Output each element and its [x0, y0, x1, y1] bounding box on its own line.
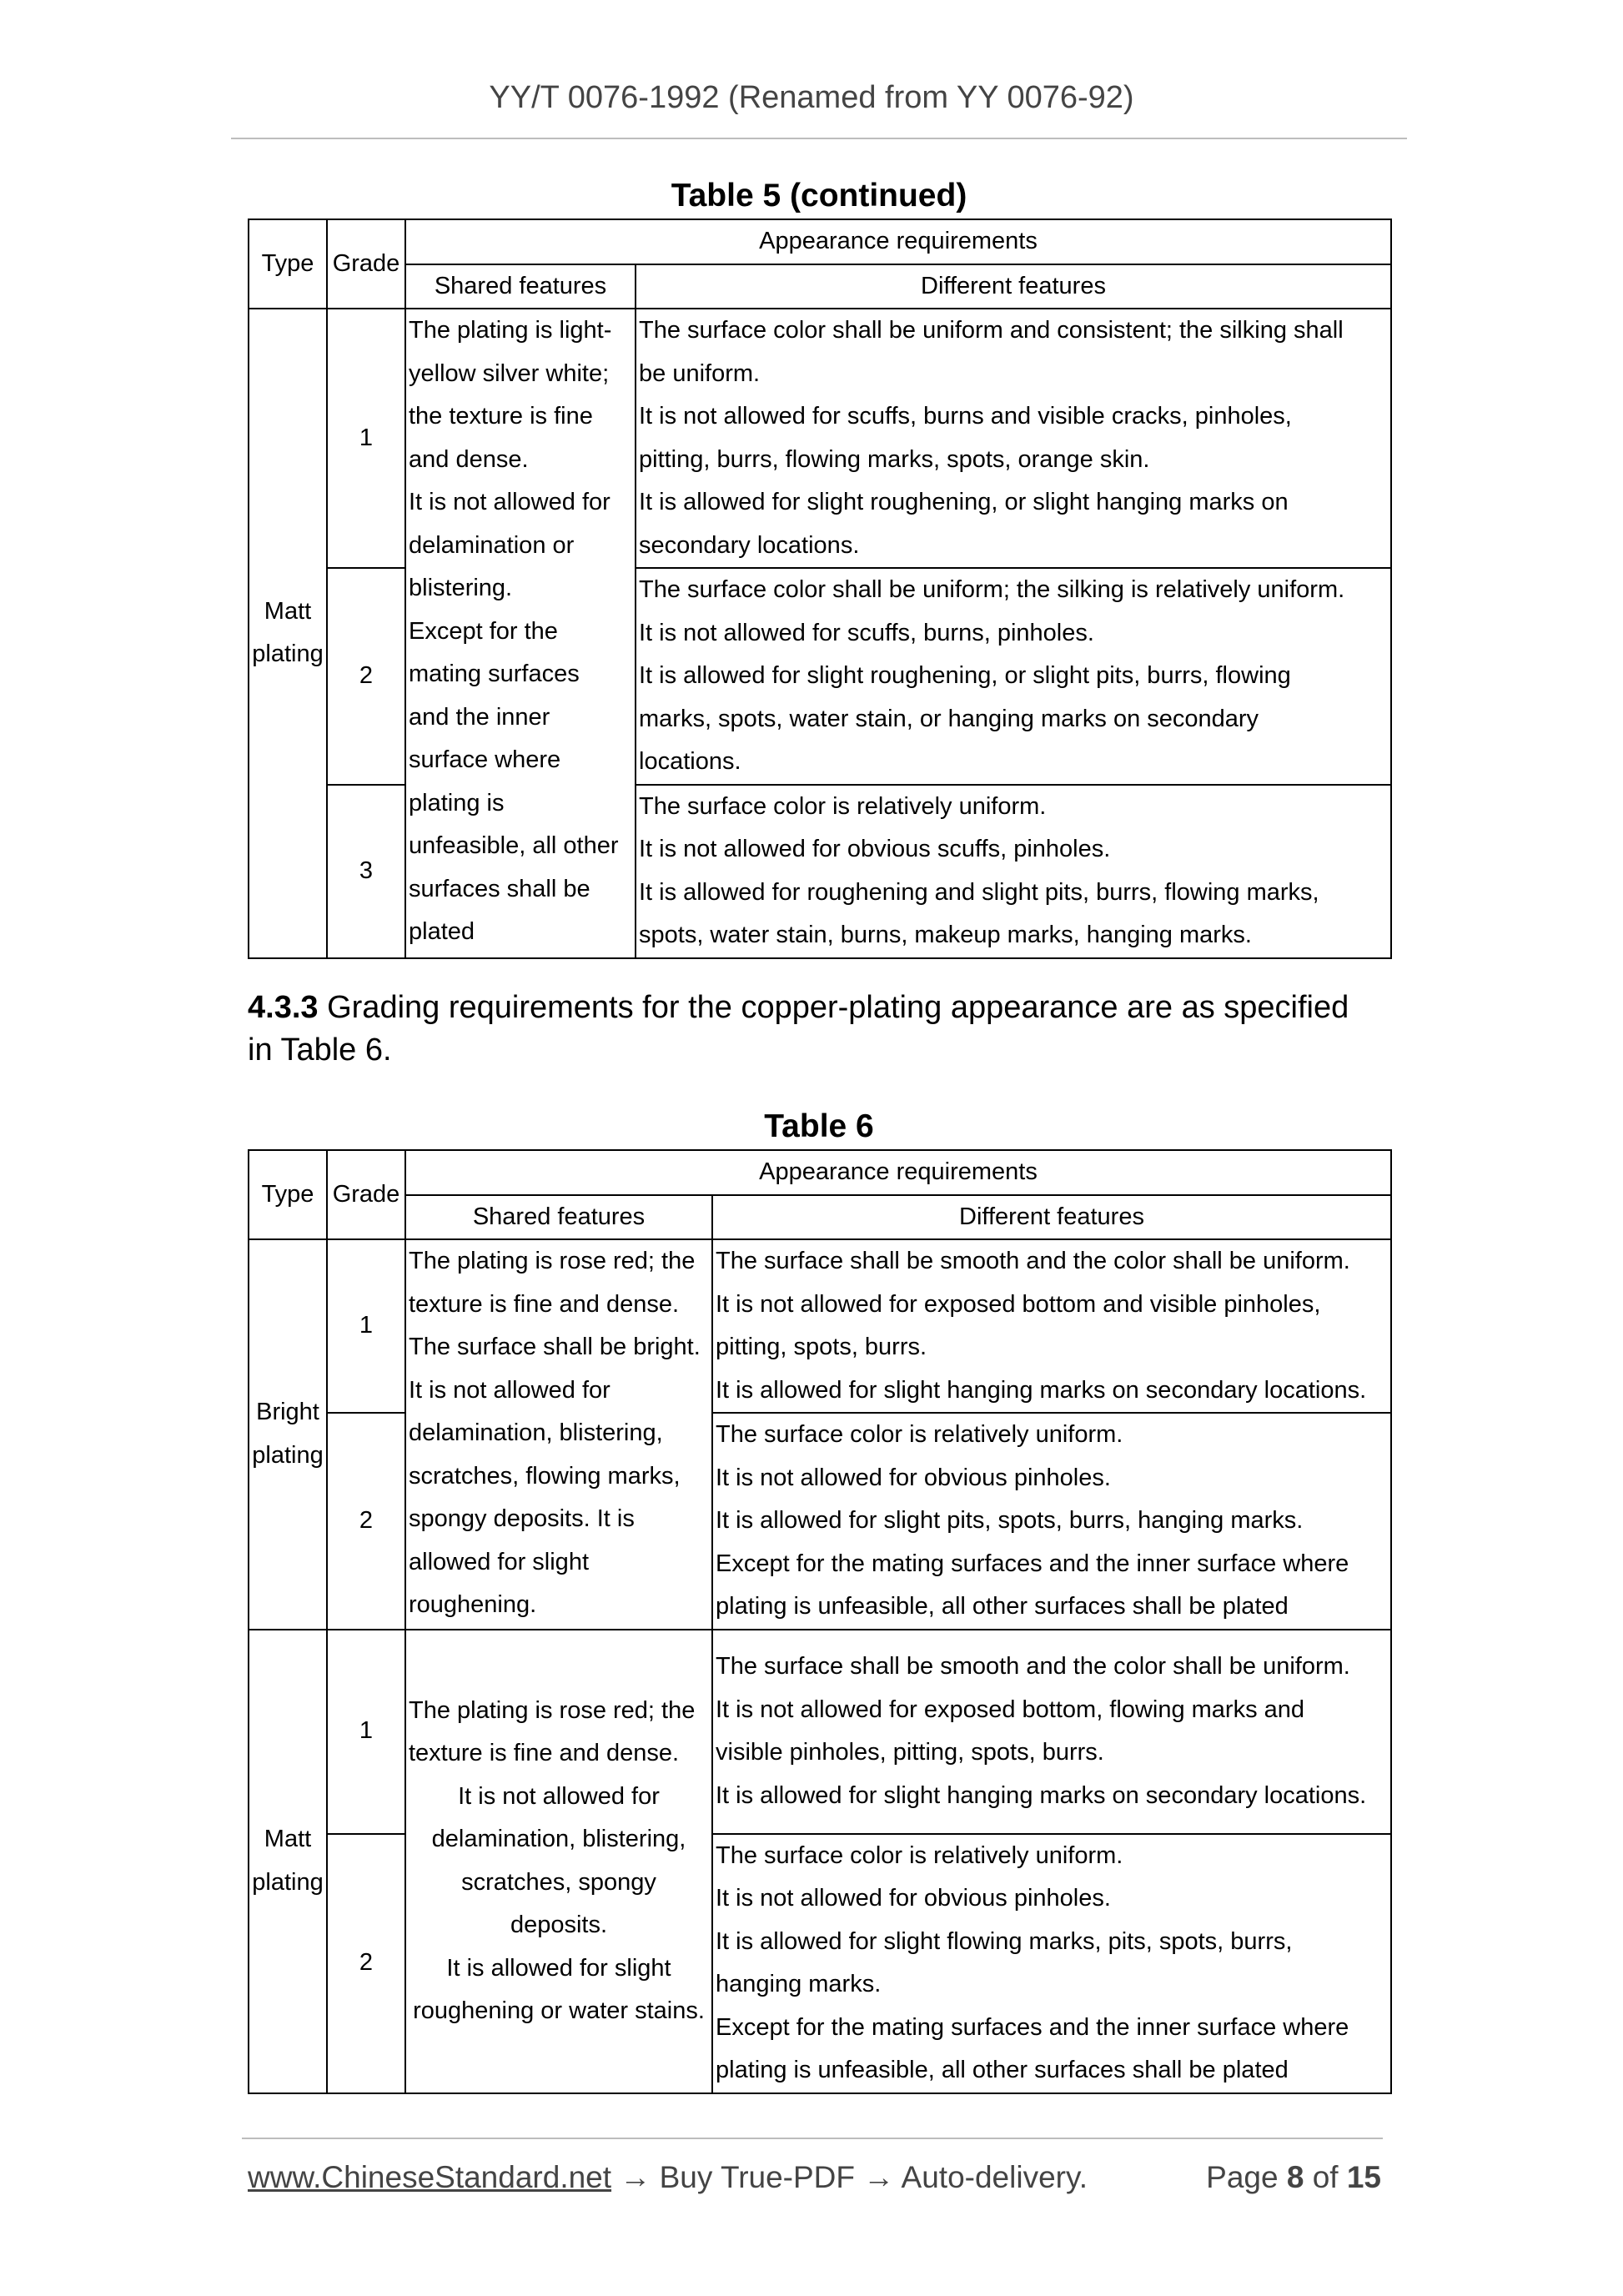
- table5-shared-line: blistering.: [409, 575, 513, 601]
- website-link[interactable]: www.ChineseStandard.net: [248, 2160, 612, 2194]
- table5-diff-line: secondary locations.: [639, 531, 860, 559]
- table6-shared-line: roughening or water stains.: [413, 1997, 705, 2024]
- table5-header-type: Type: [249, 219, 327, 309]
- table6-shared-line: roughening.: [409, 1591, 537, 1618]
- table6-matt-shared-cell: [405, 1630, 712, 2093]
- table6-caption: Table 6: [764, 1108, 874, 1144]
- table6-header-type: Type: [249, 1150, 327, 1239]
- table5-header-appearance: Appearance requirements: [405, 219, 1391, 264]
- table5-header-different: Different features: [636, 264, 1391, 309]
- table6-diff-line: pitting, spots, burrs.: [716, 1334, 927, 1360]
- table5-diff-line: spots, water stain, burns, makeup marks, hanging marks.: [639, 922, 1252, 948]
- table5-grade: 3: [327, 785, 405, 958]
- paragraph-line: Grading requirements for the copper-plating appearance are as specified: [327, 990, 1349, 1025]
- table6-shared-line: deposits.: [510, 1912, 608, 1938]
- table6-shared-line: The surface shall be bright.: [409, 1334, 701, 1360]
- table6-shared-line: scratches, flowing marks,: [409, 1462, 681, 1490]
- table6-header-appearance: Appearance requirements: [405, 1150, 1391, 1195]
- table5-different-cell: [636, 309, 1391, 568]
- table6-shared-line: spongy deposits. It is: [409, 1505, 635, 1532]
- table5-diff-line: marks, spots, water stain, or hanging marks on secondary: [639, 705, 1259, 732]
- table6-diff-line: plating is unfeasible, all other surfaces shall be plated: [716, 1593, 1289, 1620]
- table6-shared-line: allowed for slight: [409, 1548, 589, 1575]
- table6-grade: 2: [327, 1413, 405, 1630]
- table6-different-cell: [712, 1834, 1391, 2093]
- table6-shared-line: The plating is rose red; the: [409, 1696, 696, 1724]
- table5-diff-line: pitting, burrs, flowing marks, spots, orange skin.: [639, 445, 1150, 473]
- table5-shared-line: plating is: [409, 789, 505, 816]
- table5-caption: Table 5 (continued): [671, 178, 967, 214]
- table6-diff-line: The surface color is relatively uniform.: [716, 1841, 1123, 1869]
- page-number: [1206, 2160, 1381, 2195]
- table5-diff-line: be uniform.: [639, 359, 761, 387]
- table5-diff-line: The surface color is relatively uniform.: [639, 792, 1047, 820]
- table5-diff-line: The surface color shall be uniform and consistent; the silking shall: [639, 317, 1344, 344]
- table6-type-bright: [249, 1239, 327, 1630]
- current-page: 8: [1286, 2160, 1304, 2194]
- of-label: of: [1312, 2160, 1339, 2194]
- table6-grade: 1: [327, 1630, 405, 1834]
- table5-diff-line: It is allowed for slight roughening, or slight hanging marks on: [639, 489, 1289, 515]
- table6-shared-line: The plating is rose red; the: [409, 1248, 696, 1274]
- table6-diff-line: It is allowed for slight pits, spots, burrs, hanging marks.: [716, 1507, 1304, 1534]
- table6-shared-line: texture is fine and dense.: [409, 1290, 680, 1318]
- table5-shared-line: the texture is fine: [409, 403, 593, 430]
- table6-diff-line: The surface color is relatively uniform.: [716, 1421, 1123, 1448]
- table6-header-grade: Grade: [327, 1150, 405, 1239]
- footer-divider: [242, 2138, 1383, 2139]
- buy-pdf-text: Buy True-PDF: [659, 2160, 856, 2194]
- table6-different-cell: [712, 1630, 1391, 1834]
- table6-diff-line: Except for the mating surfaces and the inner surface where: [716, 1550, 1349, 1577]
- table5-shared-line: unfeasible, all other: [409, 832, 619, 859]
- table5-grade: 1: [327, 309, 405, 568]
- table6-type-matt: [249, 1630, 327, 2093]
- table6-diff-line: hanging marks.: [716, 1971, 882, 1997]
- table6-diff-line: It is not allowed for obvious pinholes.: [716, 1885, 1111, 1912]
- table5-different-cell: [636, 785, 1391, 958]
- table5-diff-line: The surface color shall be uniform; the silking is relatively uniform.: [639, 576, 1345, 603]
- table6-type-line: Matt: [264, 1826, 312, 1852]
- table6-diff-line: The surface shall be smooth and the color shall be uniform.: [716, 1248, 1350, 1274]
- paragraph-line: in Table 6.: [248, 1032, 392, 1068]
- table5-different-cell: [636, 568, 1391, 785]
- table5-shared-line: Except for the: [409, 617, 558, 645]
- page-label: Page: [1206, 2160, 1279, 2194]
- table5-shared-line: surface where: [409, 746, 561, 773]
- table6-diff-line: It is not allowed for obvious pinholes.: [716, 1464, 1111, 1491]
- total-pages: 15: [1346, 2160, 1381, 2194]
- table6-diff-line: The surface shall be smooth and the color shall be uniform.: [716, 1653, 1350, 1680]
- arrow-right-icon: →: [620, 2160, 651, 2194]
- table6-header-shared: Shared features: [405, 1195, 712, 1240]
- arrow-right-icon: →: [863, 2160, 895, 2194]
- table6-type-line: plating: [252, 1868, 324, 1896]
- table5-shared-line: and the inner: [409, 703, 550, 731]
- table6-different-cell: [712, 1413, 1391, 1630]
- table6-shared-line: It is allowed for slight: [446, 1954, 671, 1982]
- table5: [248, 219, 1392, 959]
- table5-grade: 2: [327, 568, 405, 785]
- table6-shared-line: It is not allowed for: [409, 1376, 611, 1404]
- table6-diff-line: It is not allowed for exposed bottom, flowing marks and: [716, 1696, 1305, 1723]
- running-header: YY/T 0076-1992 (Renamed from YY 0076-92): [489, 80, 1134, 115]
- table5-shared-line: The plating is light-: [409, 317, 612, 344]
- table5-diff-line: It is not allowed for scuffs, burns and visible cracks, pinholes,: [639, 403, 1292, 430]
- table5-shared-line: mating surfaces: [409, 661, 580, 687]
- table5-type-cell: [249, 309, 327, 958]
- table5-diff-line: It is allowed for roughening and slight pits, burrs, flowing marks,: [639, 878, 1319, 906]
- table6-shared-line: delamination, blistering,: [409, 1419, 663, 1446]
- table5-header-shared: Shared features: [405, 264, 636, 309]
- table6-type-line: Bright: [256, 1399, 319, 1426]
- table5-diff-line: It is not allowed for obvious scuffs, pinholes.: [639, 836, 1111, 862]
- table5-shared-line: yellow silver white;: [409, 359, 610, 387]
- table6-diff-line: It is allowed for slight hanging marks on secondary locations.: [716, 1781, 1367, 1809]
- table6-different-cell: [712, 1239, 1391, 1413]
- table6-shared-line: scratches, spongy: [461, 1868, 656, 1896]
- table6-shared-line: delamination, blistering,: [431, 1826, 686, 1852]
- table6-type-line: plating: [252, 1441, 324, 1469]
- table5-header-grade: Grade: [327, 219, 405, 309]
- table5-shared-line: It is not allowed for: [409, 489, 611, 515]
- table5-diff-line: It is allowed for slight roughening, or slight pits, burrs, flowing: [639, 662, 1291, 689]
- table6-shared-line: texture is fine and dense.: [409, 1740, 680, 1766]
- table6-diff-line: visible pinholes, pitting, spots, burrs.: [716, 1739, 1104, 1766]
- table6: [248, 1149, 1392, 2094]
- table6-diff-line: It is allowed for slight flowing marks, pits, spots, burrs,: [716, 1927, 1293, 1955]
- table6-diff-line: Except for the mating surfaces and the inner surface where: [716, 2013, 1349, 2041]
- table6-diff-line: plating is unfeasible, all other surfaces shall be plated: [716, 2057, 1289, 2083]
- table6-diff-line: It is allowed for slight hanging marks on secondary locations.: [716, 1376, 1367, 1404]
- table6-diff-line: It is not allowed for exposed bottom and visible pinholes,: [716, 1290, 1321, 1318]
- table5-diff-line: It is not allowed for scuffs, burns, pinholes.: [639, 619, 1094, 646]
- table5-shared-cell: [405, 309, 636, 958]
- table5-shared-line: surfaces shall be: [409, 875, 590, 902]
- table6-grade: 2: [327, 1834, 405, 2093]
- table6-grade: 1: [327, 1239, 405, 1413]
- table5-shared-line: delamination or: [409, 531, 575, 559]
- section-number: 4.3.3: [248, 990, 319, 1025]
- table6-bright-shared-cell: [405, 1239, 712, 1630]
- header-divider: [231, 138, 1407, 139]
- auto-delivery-text: Auto-delivery.: [901, 2160, 1088, 2194]
- table5-diff-line: locations.: [639, 748, 741, 775]
- table5-type-line: plating: [252, 641, 324, 668]
- table6-shared-line: It is not allowed for: [458, 1782, 660, 1810]
- table5-shared-line: and dense.: [409, 445, 529, 473]
- table6-header-different: Different features: [712, 1195, 1391, 1240]
- table5-type-line: Matt: [264, 597, 312, 625]
- footer-links: [248, 2160, 1088, 2195]
- paragraph-4-3-3: [248, 987, 1390, 1072]
- table5-shared-line: plated: [409, 918, 475, 945]
